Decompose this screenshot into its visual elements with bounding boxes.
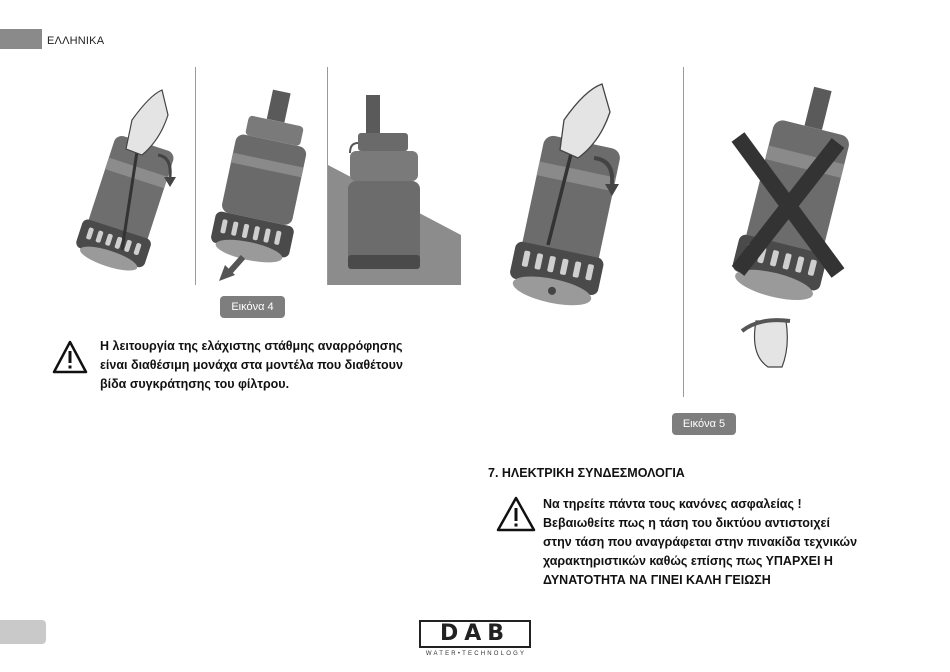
figure4-panel-filter-removal-illustration <box>205 85 323 285</box>
language-label: ΕΛΛΗΝΙΚΑ <box>47 35 105 47</box>
warning-triangle-icon <box>52 340 88 374</box>
figure5-panel-incorrect-method-illustration <box>720 85 855 375</box>
dab-logo-mark <box>419 620 531 648</box>
warning-line: χαρακτηριστικών καθώς επίσης πως ΥΠΑΡΧΕΙ Η <box>543 554 833 568</box>
warning-line: είναι διαθέσιμη μονάχα στα μοντέλα που διαθέτουν <box>100 358 403 372</box>
dab-logo <box>418 620 534 660</box>
warning-line: Η λειτουργία της ελάχιστης στάθμης αναρρόφησης <box>100 339 403 353</box>
figure5-panel-screwdriver-illustration <box>490 80 640 320</box>
warning-line: στην τάση που αναγράφεται στην πινακίδα τεχνικών <box>543 535 858 549</box>
language-tab-marker <box>0 29 42 49</box>
dab-logo-tagline: WATER•TECHNOLOGY <box>425 651 527 657</box>
warning-line: ΔΥΝΑΤΟΤΗΤΑ ΝΑ ΓΙΝΕΙ ΚΑΛΗ ΓΕΙΩΣΗ <box>543 573 771 587</box>
electrical-safety-warning-text <box>543 495 905 590</box>
figure5-label-badge: Εικόνα 5 <box>672 413 736 435</box>
page-number-tab <box>0 620 46 644</box>
warning-line: βίδα συγκράτησης του φίλτρου. <box>100 377 290 391</box>
figure4-label-badge: Εικόνα 4 <box>220 296 285 318</box>
warning-triangle-icon <box>496 496 536 532</box>
figure4-panel-screwdriver-illustration <box>60 85 190 285</box>
dab-logo-wordmark: DAB <box>439 621 511 646</box>
figure4-divider-1 <box>195 67 196 285</box>
filter-screw-warning-text <box>100 337 462 394</box>
figure5-divider <box>683 67 684 397</box>
warning-line: Βεβαιωθείτε πως η τάση του δικτύου αντιστοιχεί <box>543 516 830 530</box>
section-7-title: 7. ΗΛΕΚΤΡΙΚΗ ΣΥΝΔΕΣΜΟΛΟΓΙΑ <box>488 466 685 480</box>
warning-line: Να τηρείτε πάντα τους κανόνες ασφαλείας ! <box>543 497 802 511</box>
figure4-panel-pump-placement-illustration <box>328 85 461 285</box>
